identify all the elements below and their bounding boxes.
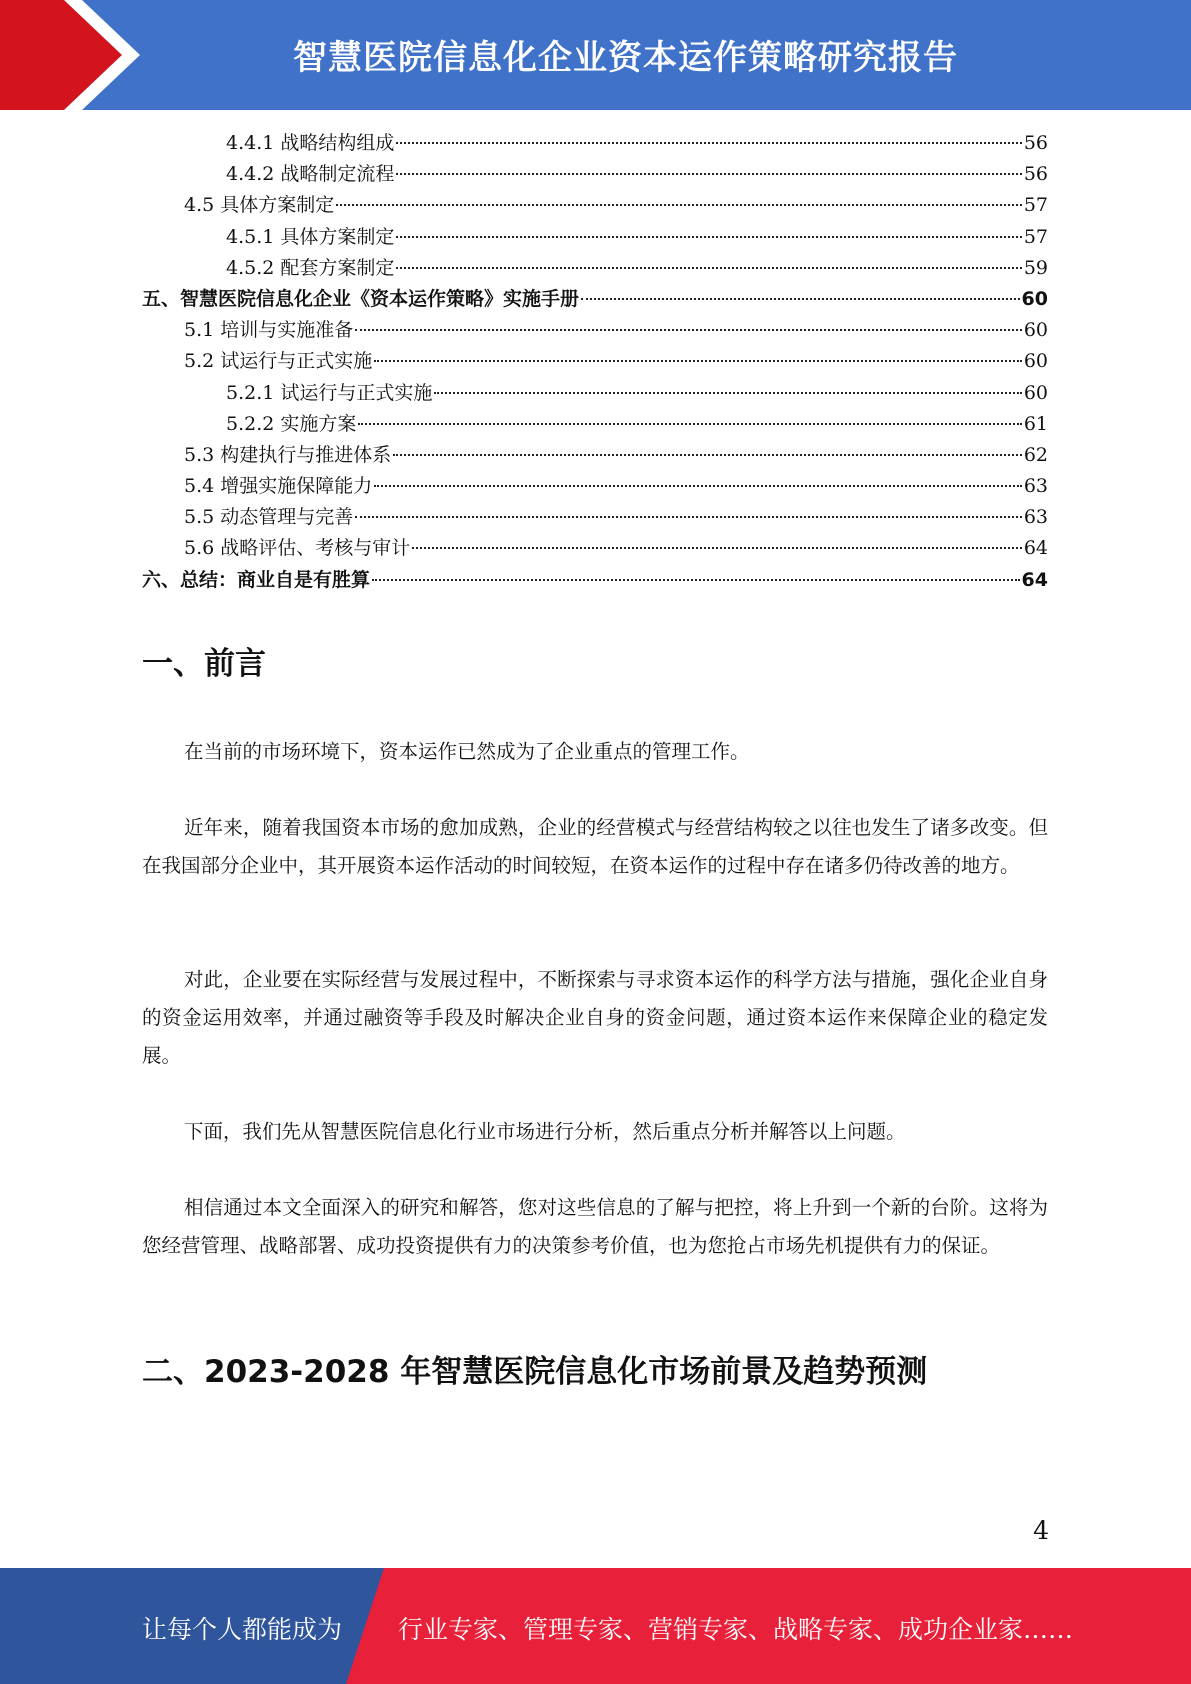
toc-entry-title: 5.6 战略评估、考核与审计 [184,537,411,560]
toc-dot-leader [355,328,1022,331]
toc-entry[interactable] [142,346,1048,377]
paragraph: 在当前的市场环境下，资本运作已然成为了企业重点的管理工作。 [184,740,750,763]
toc-dot-leader [374,359,1022,362]
toc-entry-title: 4.5 具体方案制定 [184,194,335,217]
toc-entry-title: 4.4.2 战略制定流程 [226,163,395,186]
toc-entry-page: 62 [1023,443,1048,466]
toc-dot-leader [581,297,1020,300]
toc-entry[interactable] [142,284,1048,315]
toc-entry[interactable] [142,378,1048,409]
toc-entry-page: 61 [1023,412,1048,435]
section-heading-market-forecast: 二、2023-2028 年智慧医院信息化市场前景及趋势预测 [142,1354,928,1390]
toc-entry-page: 60 [1023,381,1048,404]
section-heading-preface: 一、前言 [142,646,266,682]
paragraph: 近年来，随着我国资本市场的愈加成熟，企业的经营模式与经营结构较之以往也发生了诸多改变。但在我国部分企业中，其开展资本运作活动的时间较短，在资本运作的过程中存在诸多仍待改善的地方。 [142,816,1048,877]
toc-entry-title: 5.2 试运行与正式实施 [184,350,373,373]
toc-entry-page: 64 [1021,568,1048,591]
toc-entry-title: 5.5 动态管理与完善 [184,506,354,529]
toc-entry[interactable] [142,128,1048,159]
toc-entry-title: 5.3 构建执行与推进体系 [184,443,392,466]
toc-entry-page: 57 [1023,225,1048,248]
paragraph: 对此，企业要在实际经营与发展过程中，不断探索与寻求资本运作的科学方法与措施，强化企业自身的资金运用效率，并通过融资等手段及时解决企业自身的资金问题，通过资本运作来保障企业的稳定发展。 [142,968,1048,1067]
paragraph: 下面，我们先从智慧医院信息化行业市场进行分析，然后重点分析并解答以上问题。 [184,1120,906,1143]
toc-dot-leader [372,578,1020,581]
toc-entry[interactable] [142,253,1048,284]
toc-dot-leader [393,453,1022,456]
toc-entry-page: 63 [1023,475,1048,498]
toc-entry-page: 63 [1023,506,1048,529]
toc-entry-page: 64 [1023,537,1048,560]
toc-entry-page: 56 [1023,132,1048,154]
toc-entry-title: 5.2.1 试运行与正式实施 [226,381,433,404]
toc-entry[interactable] [142,440,1048,471]
toc-entry-page: 57 [1023,194,1048,217]
header-chevron-decoration [0,0,160,110]
toc-dot-leader [412,546,1022,549]
page-footer [0,1568,1191,1684]
footer-slogan-left: 让每个人都能成为 [142,1615,343,1644]
toc-entry[interactable] [142,190,1048,221]
toc-entry[interactable] [142,409,1048,440]
toc-dot-leader [396,172,1021,175]
report-title: 智慧医院信息化企业资本运作策略研究报告 [293,38,958,78]
toc-entry[interactable] [142,471,1048,502]
paragraph: 相信通过本文全面深入的研究和解答，您对这些信息的了解与把控，将上升到一个新的台阶。这将为您经营管理、战略部署、成功投资提供有力的决策参考价值，也为您抢占市场先机提供有力的保证。 [142,1196,1048,1257]
toc-entry-title: 5.2.2 实施方案 [226,412,357,435]
toc-entry-page: 60 [1023,319,1048,342]
toc-entry-page: 60 [1023,350,1048,373]
toc-entry[interactable] [142,533,1048,564]
toc-entry[interactable] [142,159,1048,190]
toc-entry[interactable] [142,502,1048,533]
toc-dot-leader [374,484,1022,487]
toc-entry-title: 4.5.2 配套方案制定 [226,256,395,279]
toc-entry-page: 56 [1023,163,1048,186]
toc-entry-title: 六、总结：商业自是有胜算 [142,568,371,591]
toc-entry-title: 5.4 增强实施保障能力 [184,475,373,498]
footer-slogan-right: 行业专家、管理专家、营销专家、战略专家、成功企业家…… [398,1615,1074,1644]
toc-entry-title: 五、智慧医院信息化企业《资本运作策略》实施手册 [142,287,580,310]
toc-dot-leader [355,515,1022,518]
toc-entry[interactable] [142,315,1048,346]
page-header [0,0,1191,110]
toc-entry[interactable] [142,565,1048,596]
toc-dot-leader [396,266,1021,269]
toc-entry-title: 5.1 培训与实施准备 [184,319,354,342]
table-of-contents [142,128,1048,596]
toc-dot-leader [434,391,1021,394]
toc-entry-page: 59 [1023,256,1048,279]
toc-entry-title: 4.5.1 具体方案制定 [226,225,395,248]
page-number: 4 [1033,1516,1049,1545]
toc-dot-leader [336,203,1022,206]
toc-entry[interactable] [142,222,1048,253]
toc-entry-page: 60 [1021,287,1048,310]
toc-dot-leader [396,141,1021,144]
toc-dot-leader [396,235,1021,238]
toc-entry-title: 4.4.1 战略结构组成 [226,132,395,154]
toc-dot-leader [358,422,1021,425]
